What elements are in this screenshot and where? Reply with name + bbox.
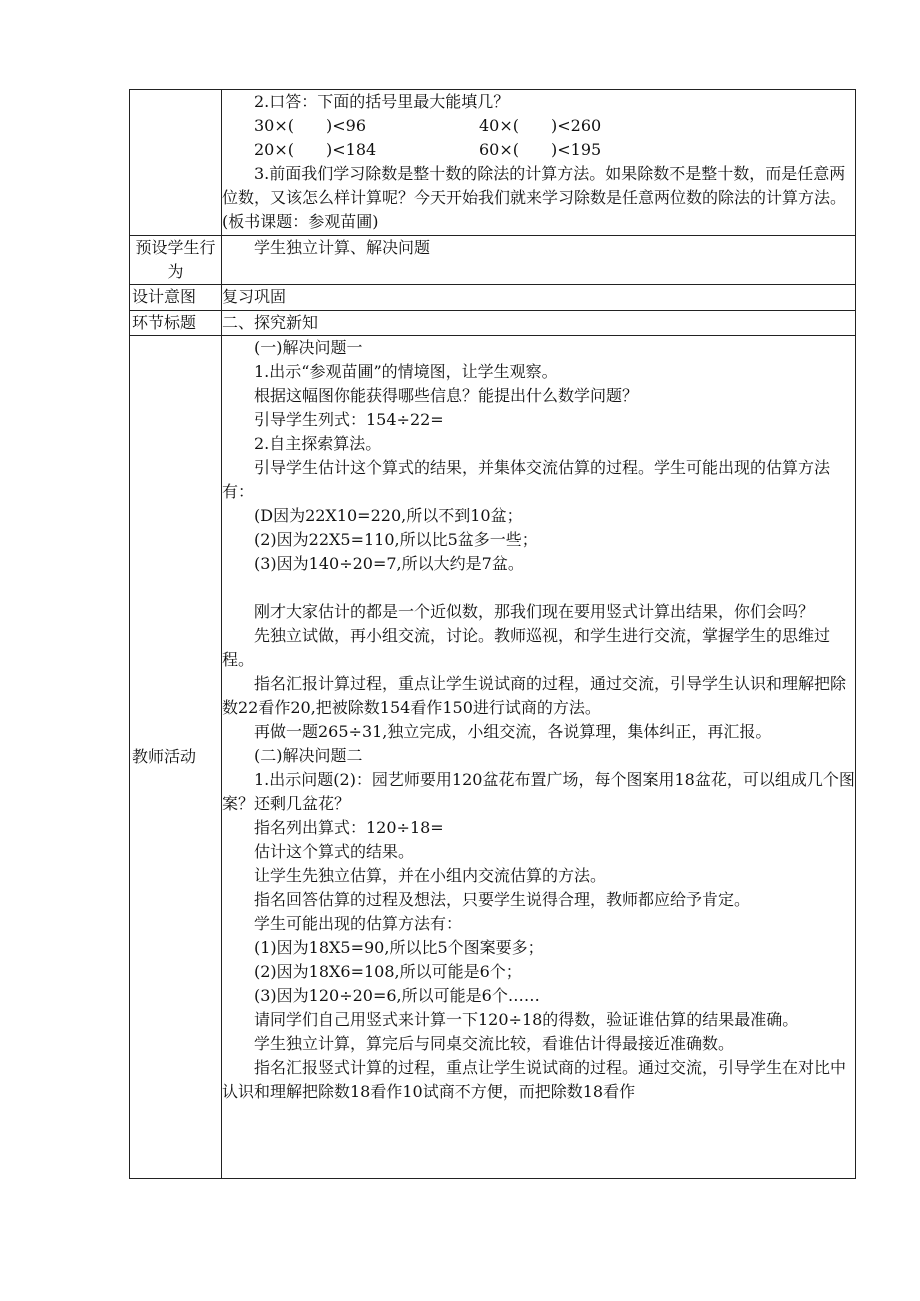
final-report-paragraph: 指名汇报竖式计算的过程，重点让学生说试商的过程。通过交流，引导学生在对比中认识和理解把除数18看作10试商不方便，而把除数18看作	[222, 1058, 847, 1101]
step-2: 2.自主探索算法。	[254, 434, 382, 453]
design-intent-label: 设计意图	[130, 285, 222, 311]
review-row	[130, 90, 856, 236]
estimate-guide: 引导学生估计这个算式的结果，并集体交流估算的过程。学生可能出现的估算方法有：	[222, 458, 831, 501]
student-behavior-row	[130, 236, 856, 285]
equation-2a: 20×( )<184	[254, 140, 377, 159]
equation-guide: 引导学生列式：154÷22=	[254, 410, 444, 429]
equation-1a: 30×( )<96	[254, 116, 367, 135]
independent-estimate: 让学生先独立估算，并在小组内交流估算的方法。	[254, 866, 607, 885]
blank-line	[222, 576, 855, 600]
estimate-method-2: (2)因为22X5=110,所以比5盆多一些；	[254, 530, 538, 549]
section-title-row	[130, 311, 856, 336]
student-behavior-text: 学生独立计算、解决问题	[254, 238, 431, 257]
equation-2b: 60×( )<195	[479, 140, 602, 159]
method-2-2: (2)因为18X6=108,所以可能是6个；	[254, 962, 522, 981]
method-2-3: (3)因为120÷20=6,所以可能是6个……	[254, 986, 540, 1005]
compare-paragraph: 学生独立计算，算完后与同桌交流比较，看谁估计得最接近准确数。	[254, 1034, 735, 1053]
answer-estimate: 指名回答估算的过程及想法，只要学生说得合理，教师都应给予肯定。	[254, 890, 751, 909]
problem-2: 1.出示问题(2)：园艺师要用120盆花布置广场，每个图案用18盆花，可以组成几个图案？还剩几盆花？	[222, 770, 855, 813]
subsection-2-title: (二)解决问题二	[254, 746, 363, 765]
design-intent-row	[130, 285, 856, 311]
estimate-method-1: (D因为22X10=220,所以不到10盆；	[254, 506, 523, 525]
section-title-label: 环节标题	[130, 311, 222, 336]
step-1: 1.出示“参观苗圃”的情境图，让学生观察。	[254, 362, 558, 381]
lesson-plan-table	[129, 89, 856, 1179]
review-label-cell	[130, 90, 222, 236]
equation-row-1	[222, 114, 855, 138]
section-title-text: 二、探究新知	[222, 313, 319, 332]
equation-1b: 40×( )<260	[479, 116, 602, 135]
subsection-1-title: (一)解决问题一	[254, 338, 363, 357]
method-2-1: (1)因为18X5=90,所以比5个图案要多；	[254, 938, 544, 957]
verify-paragraph: 请同学们自己用竖式来计算一下120÷18的得数，验证谁估算的结果最准确。	[254, 1010, 799, 1029]
question-info: 根据这幅图你能获得哪些信息？能提出什么数学问题？	[254, 386, 639, 405]
equation-2: 指名列出算式：120÷18=	[254, 818, 444, 837]
possible-methods: 学生可能出现的估算方法有：	[254, 914, 463, 933]
equation-row-2	[222, 138, 855, 162]
student-behavior-label: 预设学生行为	[130, 236, 222, 285]
trial-paragraph: 先独立试做，再小组交流，讨论。教师巡视，和学生进行交流，掌握学生的思维过程。	[222, 626, 831, 669]
approx-paragraph: 刚才大家估计的都是一个近似数，那我们现在要用竖式计算出结果，你们会吗？	[254, 602, 815, 621]
report-paragraph: 指名汇报计算过程，重点让学生说试商的过程，通过交流，引导学生认识和理解把除数22看作20,把被除数154看作150进行试商的方法。	[222, 674, 847, 717]
estimate-result: 估计这个算式的结果。	[254, 842, 415, 861]
estimate-method-3: (3)因为140÷20=7,所以大约是7盆。	[254, 554, 524, 573]
design-intent-content	[222, 285, 856, 311]
student-behavior-content	[222, 236, 856, 285]
section-title-content	[222, 311, 856, 336]
teacher-activity-label: 教师活动	[130, 336, 222, 1179]
teacher-activity-row	[130, 336, 856, 1179]
teacher-activity-content	[222, 336, 856, 1179]
practice-paragraph: 再做一题265÷31,独立完成，小组交流，各说算理，集体纠正，再汇报。	[254, 722, 772, 741]
question-2: 2.口答：下面的括号里最大能填几？	[254, 92, 510, 111]
design-intent-text: 复习巩固	[222, 287, 287, 306]
question-3: 3.前面我们学习除数是整十数的除法的计算方法。如果除数不是整十数，而是任意两位数，又该怎么样计算呢？今天开始我们就来学习除数是任意两位数的除法的计算方法。(板书课题：参观苗圃)	[222, 164, 847, 231]
review-content-cell	[222, 90, 856, 236]
